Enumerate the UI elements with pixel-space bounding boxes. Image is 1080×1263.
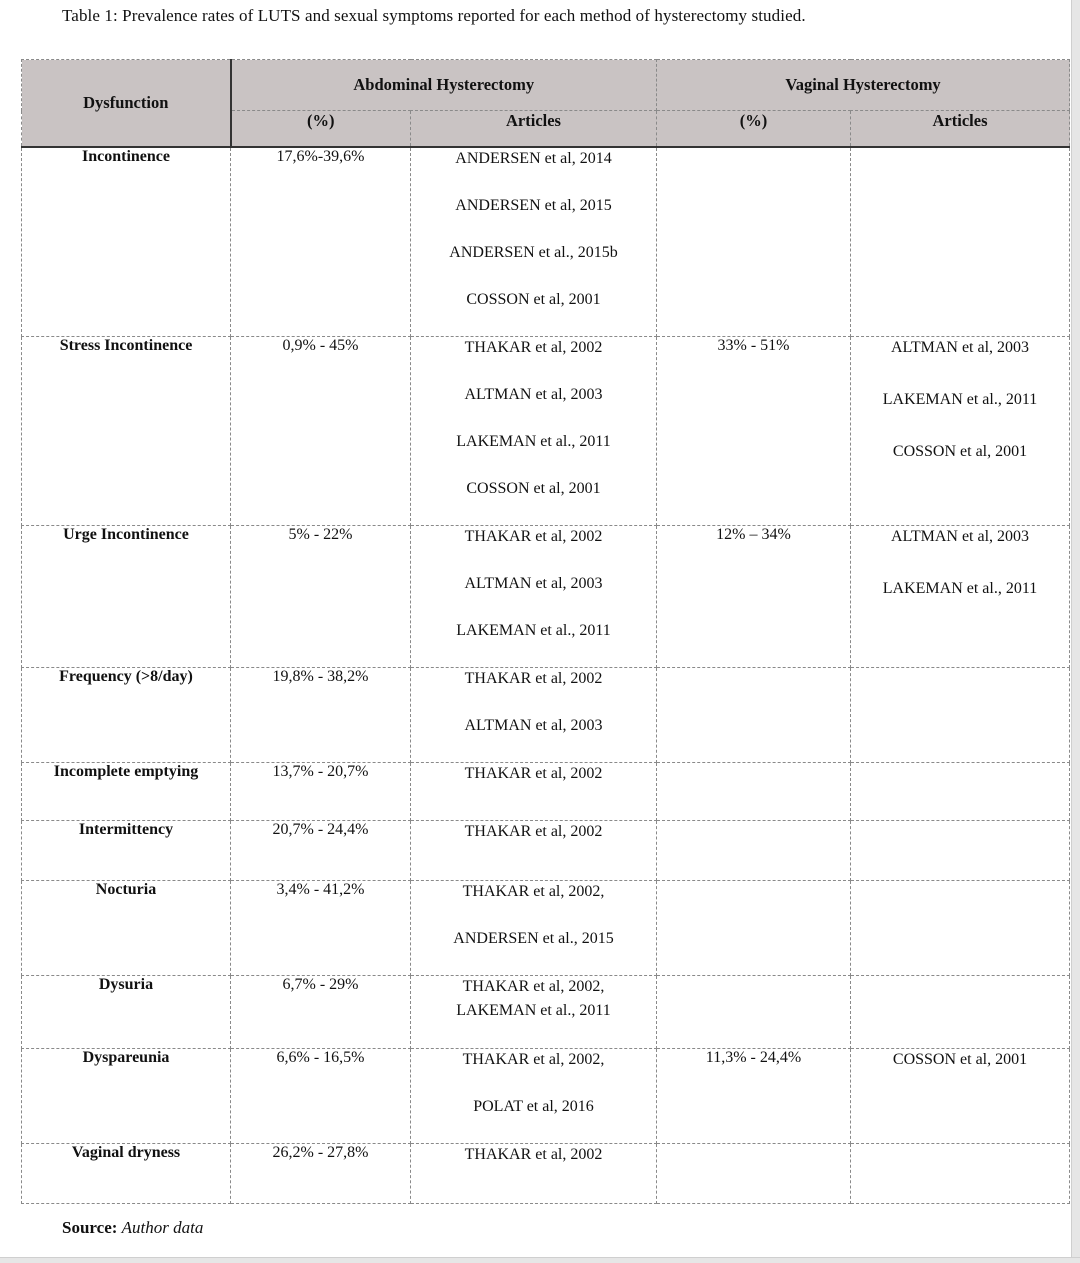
page-edge xyxy=(0,1257,1080,1263)
abdominal-pct-cell: 26,2% - 27,8% xyxy=(231,1144,411,1204)
header-abdominal-pct: (%) xyxy=(231,111,411,148)
table-row xyxy=(22,1049,1070,1144)
prevalence-table xyxy=(21,59,1070,1204)
vaginal-articles-cell xyxy=(851,821,1070,881)
abdominal-articles-cell xyxy=(411,881,657,976)
dysfunction-cell: Stress Incontinence xyxy=(22,337,231,526)
abdominal-articles-cell xyxy=(411,337,657,526)
vaginal-pct-cell: 33% - 51% xyxy=(657,337,851,526)
abdominal-articles-cell xyxy=(411,668,657,763)
vaginal-articles-cell xyxy=(851,526,1070,668)
abdominal-pct-cell: 6,7% - 29% xyxy=(231,976,411,1049)
article-citation: LAKEMAN et al., 2011 xyxy=(882,580,1038,597)
vaginal-pct-cell xyxy=(657,147,851,337)
table-row xyxy=(22,668,1070,763)
abdominal-articles-cell xyxy=(411,1049,657,1144)
vaginal-articles-cell xyxy=(851,881,1070,976)
table-row xyxy=(22,1144,1070,1204)
vaginal-articles-cell xyxy=(851,337,1070,526)
abdominal-articles-cell xyxy=(411,821,657,881)
source-label: Source xyxy=(62,1218,112,1237)
article-citation: LAKEMAN et al., 2011 xyxy=(456,1002,611,1019)
table-row xyxy=(22,337,1070,526)
abdominal-pct-cell: 3,4% - 41,2% xyxy=(231,881,411,976)
dysfunction-cell: Dysuria xyxy=(22,976,231,1049)
vaginal-pct-cell xyxy=(657,881,851,976)
article-citation: THAKAR et al, 2002 xyxy=(464,528,603,545)
abdominal-articles-cell xyxy=(411,763,657,821)
page-edge xyxy=(1071,0,1080,1263)
vaginal-articles-cell xyxy=(851,763,1070,821)
article-citation: ANDERSEN et al, 2014 xyxy=(455,150,612,167)
abdominal-articles-cell xyxy=(411,526,657,668)
header-vaginal-hysterectomy: Vaginal Hysterectomy xyxy=(657,60,1070,111)
article-citation: ANDERSEN et al., 2015 xyxy=(453,930,614,947)
vaginal-pct-cell xyxy=(657,763,851,821)
source-value: Author data xyxy=(121,1218,204,1237)
table-row xyxy=(22,976,1070,1049)
abdominal-articles-cell xyxy=(411,1144,657,1204)
article-citation: ANDERSEN et al, 2015 xyxy=(455,197,612,214)
article-citation: THAKAR et al, 2002 xyxy=(464,670,603,687)
dysfunction-cell: Intermittency xyxy=(22,821,231,881)
dysfunction-cell: Incomplete emptying xyxy=(22,763,231,821)
article-citation: ALTMAN et al, 2003 xyxy=(890,339,1030,356)
table-row xyxy=(22,147,1070,337)
abdominal-pct-cell: 0,9% - 45% xyxy=(231,337,411,526)
article-citation: THAKAR et al, 2002 xyxy=(464,765,603,782)
table-row xyxy=(22,526,1070,668)
article-citation: THAKAR et al, 2002, xyxy=(462,1051,605,1068)
vaginal-pct-cell xyxy=(657,821,851,881)
vaginal-articles-cell xyxy=(851,1049,1070,1144)
article-citation: LAKEMAN et al., 2011 xyxy=(456,433,611,450)
article-citation: COSSON et al, 2001 xyxy=(892,443,1028,460)
abdominal-articles-cell xyxy=(411,976,657,1049)
abdominal-pct-cell: 6,6% - 16,5% xyxy=(231,1049,411,1144)
dysfunction-cell: Vaginal dryness xyxy=(22,1144,231,1204)
article-citation: COSSON et al, 2001 xyxy=(892,1051,1028,1068)
article-citation: THAKAR et al, 2002, xyxy=(462,883,605,900)
dysfunction-cell: Urge Incontinence xyxy=(22,526,231,668)
article-citation: THAKAR et al, 2002, xyxy=(462,978,605,995)
table-body xyxy=(22,147,1070,1204)
table-caption: Table 1: Prevalence rates of LUTS and sexual symptoms reported for each method of hysterectomy studied. xyxy=(62,6,806,25)
header-vaginal-pct: (%) xyxy=(657,111,851,148)
header-vaginal-articles: Articles xyxy=(851,111,1070,148)
table-row xyxy=(22,821,1070,881)
article-citation: ALTMAN et al, 2003 xyxy=(464,575,603,592)
article-citation: POLAT et al, 2016 xyxy=(473,1098,594,1115)
dysfunction-cell: Nocturia xyxy=(22,881,231,976)
abdominal-pct-cell: 17,6%-39,6% xyxy=(231,147,411,337)
header-abdominal-articles: Articles xyxy=(411,111,657,148)
table-row xyxy=(22,763,1070,821)
vaginal-pct-cell xyxy=(657,1144,851,1204)
header-dysfunction: Dysfunction xyxy=(22,60,231,148)
article-citation: ALTMAN et al, 2003 xyxy=(464,717,603,734)
vaginal-articles-cell xyxy=(851,976,1070,1049)
abdominal-pct-cell: 5% - 22% xyxy=(231,526,411,668)
vaginal-pct-cell xyxy=(657,976,851,1049)
dysfunction-cell: Frequency (>8/day) xyxy=(22,668,231,763)
abdominal-pct-cell: 13,7% - 20,7% xyxy=(231,763,411,821)
vaginal-pct-cell: 11,3% - 24,4% xyxy=(657,1049,851,1144)
vaginal-articles-cell xyxy=(851,668,1070,763)
dysfunction-cell: Dyspareunia xyxy=(22,1049,231,1144)
article-citation: COSSON et al, 2001 xyxy=(466,480,601,497)
article-citation: ALTMAN et al, 2003 xyxy=(464,386,603,403)
vaginal-articles-cell xyxy=(851,1144,1070,1204)
abdominal-pct-cell: 20,7% - 24,4% xyxy=(231,821,411,881)
table-row xyxy=(22,881,1070,976)
article-citation: LAKEMAN et al., 2011 xyxy=(456,622,611,639)
article-citation: THAKAR et al, 2002 xyxy=(464,1146,603,1163)
vaginal-articles-cell xyxy=(851,147,1070,337)
article-citation: LAKEMAN et al., 2011 xyxy=(882,391,1038,408)
header-abdominal-hysterectomy: Abdominal Hysterectomy xyxy=(231,60,657,111)
article-citation: ALTMAN et al, 2003 xyxy=(890,528,1030,545)
article-citation: THAKAR et al, 2002 xyxy=(464,823,603,840)
dysfunction-cell: Incontinence xyxy=(22,147,231,337)
vaginal-pct-cell: 12% – 34% xyxy=(657,526,851,668)
source-note: Source: Author data xyxy=(62,1218,204,1237)
abdominal-pct-cell: 19,8% - 38,2% xyxy=(231,668,411,763)
abdominal-articles-cell xyxy=(411,147,657,337)
vaginal-pct-cell xyxy=(657,668,851,763)
article-citation: ANDERSEN et al., 2015b xyxy=(449,244,618,261)
article-citation: THAKAR et al, 2002 xyxy=(464,339,603,356)
article-citation: COSSON et al, 2001 xyxy=(466,291,601,308)
